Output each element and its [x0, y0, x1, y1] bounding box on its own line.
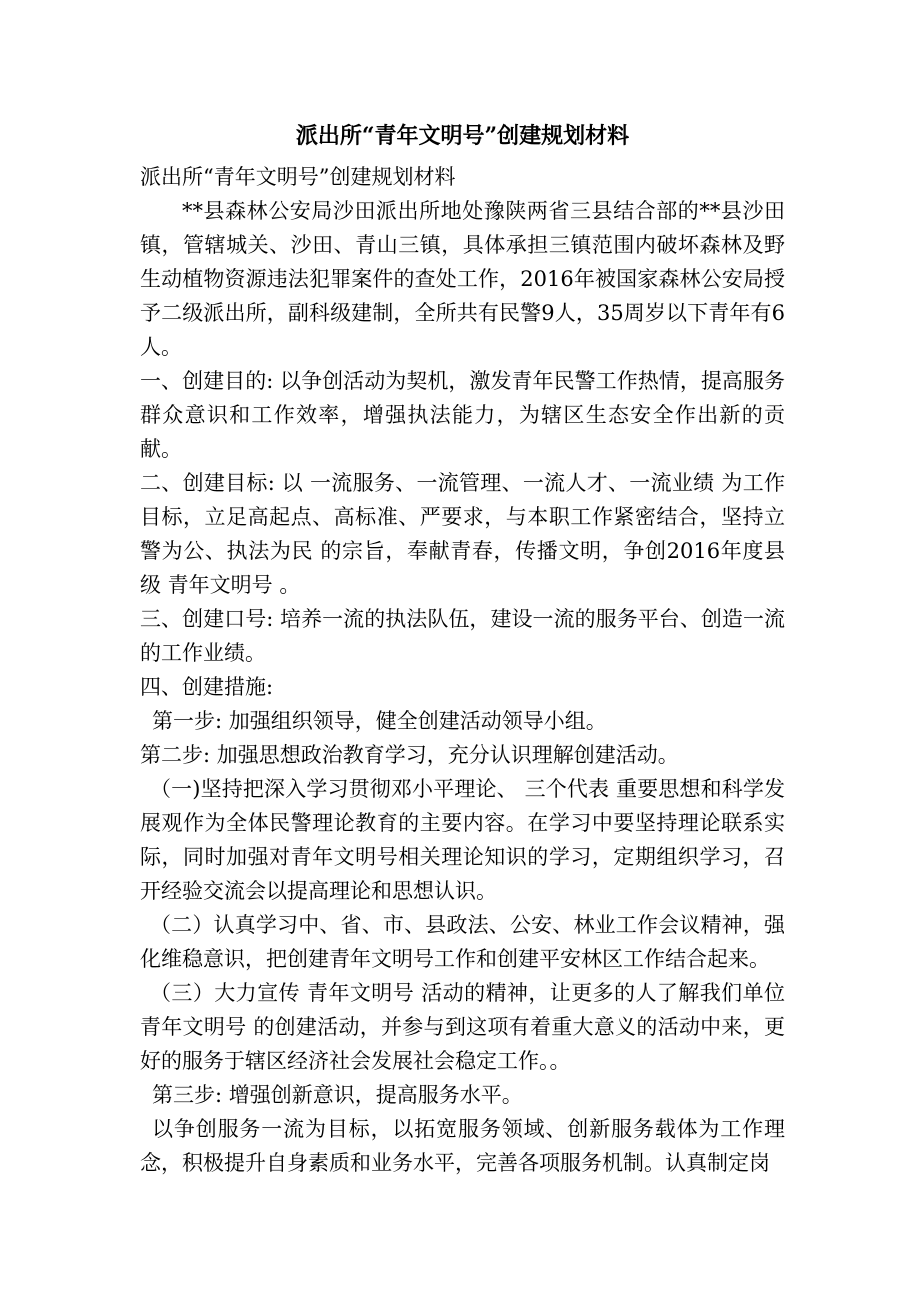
paragraph-step-three-body: 以争创服务一流为目标，以拓宽服务领域、创新服务载体为工作理念，积极提升自身素质和业务水平，完善各项服务机制。认真制定岗: [140, 1117, 785, 1175]
paragraph-intro: **县森林公安局沙田派出所地处豫陕两省三县结合部的**县沙田镇，管辖城关、沙田、青山三镇，具体承担三镇范围内破坏森林及野生动植物资源违法犯罪案件的查处工作，2016年被国家森林公安局授予二级派出所，副科级建制，全所共有民警9人，35周岁以下青年有6人。: [140, 199, 785, 359]
paragraph-goal: 二、创建目标: 以 一流服务、一流管理、一流人才、一流业绩 为工作目标，立足高起点、高标准、严要求，与本职工作紧密结合，坚持立警为公、执法为民 的宗旨，奉献青春，传播文明，争创2016年度县级 青年文明号 。: [140, 471, 785, 597]
paragraph-step-two-item-3: （三）大力宣传 青年文明号 活动的精神，让更多的人了解我们单位 青年文明号 的创建活动，并参与到这项有着重大意义的活动中来，更好的服务于辖区经济社会发展社会稳定工作。。: [140, 981, 785, 1073]
paragraph-purpose: 一、创建目的: 以争创活动为契机，激发青年民警工作热情，提高服务群众意识和工作效率，增强执法能力，为辖区生态安全作出新的贡献。: [140, 369, 785, 461]
paragraph-step-three: 第三步: 增强创新意识，提高服务水平。: [152, 1083, 523, 1107]
paragraph-step-two: 第二步: 加强思想政治教育学习，充分认识理解创建活动。: [140, 743, 679, 767]
paragraph-measures-heading: 四、创建措施:: [140, 675, 274, 699]
document-title: 派出所“青年文明号”创建规划材料: [295, 123, 630, 149]
paragraph-slogan: 三、创建口号: 培养一流的执法队伍，建设一流的服务平台、创造一流的工作业绩。: [140, 607, 785, 665]
paragraph-step-two-item-2: （二）认真学习中、省、市、县政法、公安、林业工作会议精神，强化维稳意识，把创建青年文明号工作和创建平安林区工作结合起来。: [140, 913, 785, 971]
document-subtitle: 派出所“青年文明号”创建规划材料: [140, 165, 456, 189]
paragraph-step-two-item-1: （一)坚持把深入学习贯彻邓小平理论、 三个代表 重要思想和科学发展观作为全体民警理论教育的主要内容。在学习中要坚持理论联系实际，同时加强对青年文明号相关理论知识的学习，定期组织学习，召开经验交流会以提高理论和思想认识。: [140, 777, 785, 903]
paragraph-step-one: 第一步: 加强组织领导，健全创建活动领导小组。: [152, 709, 607, 733]
